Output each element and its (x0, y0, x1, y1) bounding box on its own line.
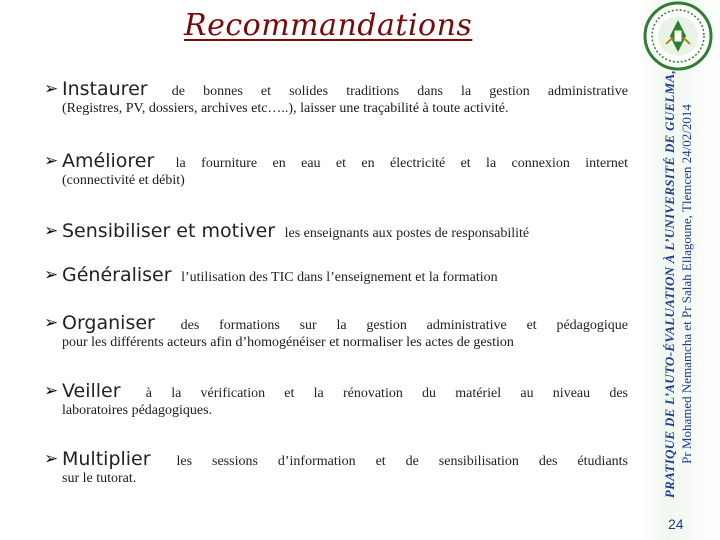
item-keyword: Généraliser (62, 264, 172, 286)
sidebar-authors: Pr Mohamed Nemamcha et Pr Salah Ellagoune, Tlemcen 24/02/2014 (679, 104, 694, 464)
item-keyword: Sensibiliser et motiver (62, 220, 276, 242)
item-text: à la vérification et la rénovation du matériel au niveau des (145, 386, 629, 401)
page-number: 24 (668, 516, 684, 532)
sidebar-title: PRATIQUE DE L’AUTO-ÉVALUATION À L’UNIVERSITÉ DE GUELMA, (662, 69, 677, 499)
list-item (44, 220, 628, 242)
arrow-bullet-icon: ➢ (44, 313, 59, 333)
item-continuation: sur le tutorat. (62, 471, 137, 486)
item-keyword: Instaurer (62, 78, 148, 100)
slide-title: Recommandations (184, 8, 473, 43)
item-continuation: pour les différents acteurs afin d’homogénéiser et normaliser les actes de gestion (62, 335, 514, 350)
item-text: l’utilisation des TIC dans l’enseignement et la formation (181, 270, 498, 285)
item-continuation: (connectivité et débit) (62, 173, 185, 188)
item-keyword: Multiplier (62, 448, 151, 470)
item-keyword: Organiser (62, 312, 155, 334)
arrow-bullet-icon: ➢ (44, 79, 59, 99)
arrow-bullet-icon: ➢ (44, 381, 59, 401)
list-item (44, 78, 628, 117)
item-continuation: laboratoires pédagogiques. (62, 403, 213, 418)
list-item (44, 312, 629, 351)
arrow-bullet-icon: ➢ (44, 151, 59, 171)
item-text: de bonnes et solides traditions dans la gestion administrative (171, 84, 628, 99)
item-keyword: Veiller (62, 380, 121, 402)
sidebar-text (661, 70, 695, 498)
item-continuation: (Registres, PV, dossiers, archives etc…..), laisser une traçabilité à toute activité. (62, 101, 509, 116)
list-item (44, 150, 628, 189)
arrow-bullet-icon: ➢ (44, 449, 59, 469)
item-text: les sessions d’information et de sensibilisation des étudiants (176, 454, 629, 469)
arrow-bullet-icon: ➢ (44, 265, 59, 285)
item-keyword: Améliorer (62, 150, 155, 172)
item-text: la fourniture en eau et en électricité et la connexion internet (175, 156, 628, 171)
university-logo (640, 0, 716, 74)
item-text: les enseignants aux postes de responsabilité (284, 226, 530, 241)
list-item (44, 380, 629, 419)
arrow-bullet-icon: ➢ (44, 221, 59, 241)
list-item (44, 448, 629, 487)
list-item (44, 264, 628, 286)
item-text: des formations sur la gestion administrative et pédagogique (180, 318, 629, 333)
